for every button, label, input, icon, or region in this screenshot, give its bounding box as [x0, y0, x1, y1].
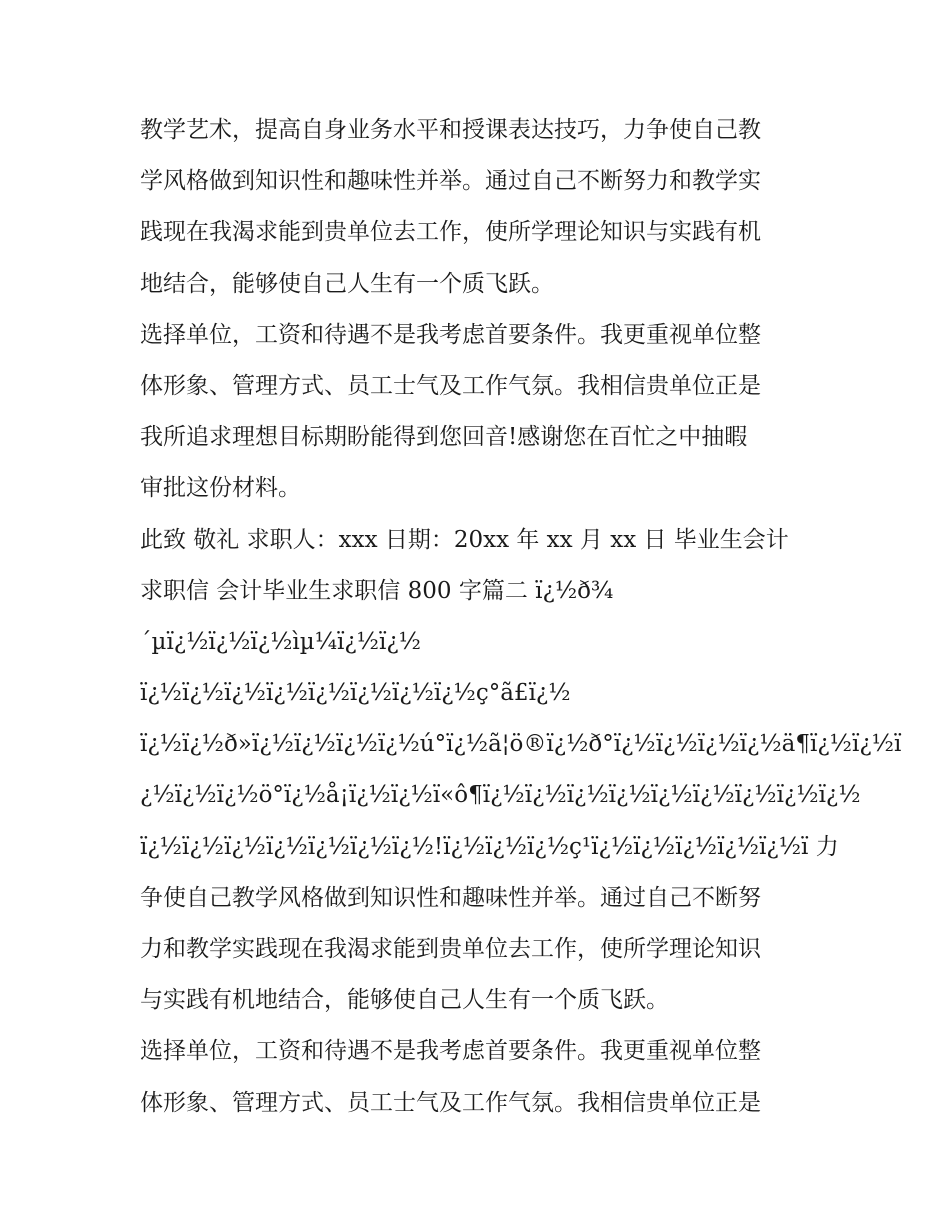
text-line: 践现在我渴求能到贵单位去工作，使所学理论知识与实践有机	[140, 219, 761, 246]
text-line: ¿½ï¿½ï¿½ö°ï¿½å¡ï¿½ï¿½ï«ô¶ï¿½ï¿½ï¿½ï¿½ï¿½ï¿½ï¿½ï¿½ï¿½	[140, 782, 861, 809]
text-line: 审批这份材料。	[140, 475, 301, 502]
text-line: 地结合，能够使自己人生有一个质飞跃。	[140, 270, 554, 297]
text-line: 求职信 会计毕业生求职信 800 字篇二 ï¿½ð¾	[140, 577, 614, 604]
text-line: ï¿½ï¿½ï¿½ï¿½ï¿½ï¿½ï¿½!ï¿½ï¿½ï¿½ç¹ï¿½ï¿½ï¿½ï¿½ï¿½ï 力	[140, 833, 839, 860]
text-line: 与实践有机地结合，能够使自己人生有一个质飞跃。	[140, 987, 669, 1014]
text-line: 争使自己教学风格做到知识性和趣味性并举。通过自己不断努	[140, 884, 761, 911]
body-text	[140, 105, 902, 1129]
text-line: 我所追求理想目标期盼能得到您回音!感谢您在百忙之中抽暇	[140, 424, 748, 451]
text-line: ´µï¿½ï¿½ï¿½ìµ¼ï¿½ï¿½	[140, 628, 421, 655]
text-line: 学风格做到知识性和趣味性并举。通过自己不断努力和教学实	[140, 168, 761, 195]
text-line: 教学艺术，提高自身业务水平和授课表达技巧，力争使自己教	[140, 117, 761, 143]
text-line: 选择单位，工资和待遇不是我考虑首要条件。我更重视单位整	[140, 321, 761, 348]
text-line: 力和教学实践现在我渴求能到贵单位去工作，使所学理论知识	[140, 936, 761, 962]
text-line: ï¿½ï¿½ð»ï¿½ï¿½ï¿½ï¿½ú°ï¿½ã¦ö®ï¿½ð°ï¿½ï¿½ï¿½ï¿½ä¶ï¿½ï¿½ï	[140, 731, 902, 758]
text-line: ï¿½ï¿½ï¿½ï¿½ï¿½ï¿½ï¿½ï¿½ç°ã£ï¿½	[140, 680, 571, 707]
text-line: 选择单位，工资和待遇不是我考虑首要条件。我更重视单位整	[140, 1038, 761, 1065]
text-line: 此致 敬礼 求职人：xxx 日期：20xx 年 xx 月 xx 日 毕业生会计	[140, 526, 789, 553]
text-line: 体形象、管理方式、员工士气及工作气氛。我相信贵单位正是	[140, 1089, 761, 1116]
text-line: 体形象、管理方式、员工士气及工作气氛。我相信贵单位正是	[140, 372, 761, 399]
